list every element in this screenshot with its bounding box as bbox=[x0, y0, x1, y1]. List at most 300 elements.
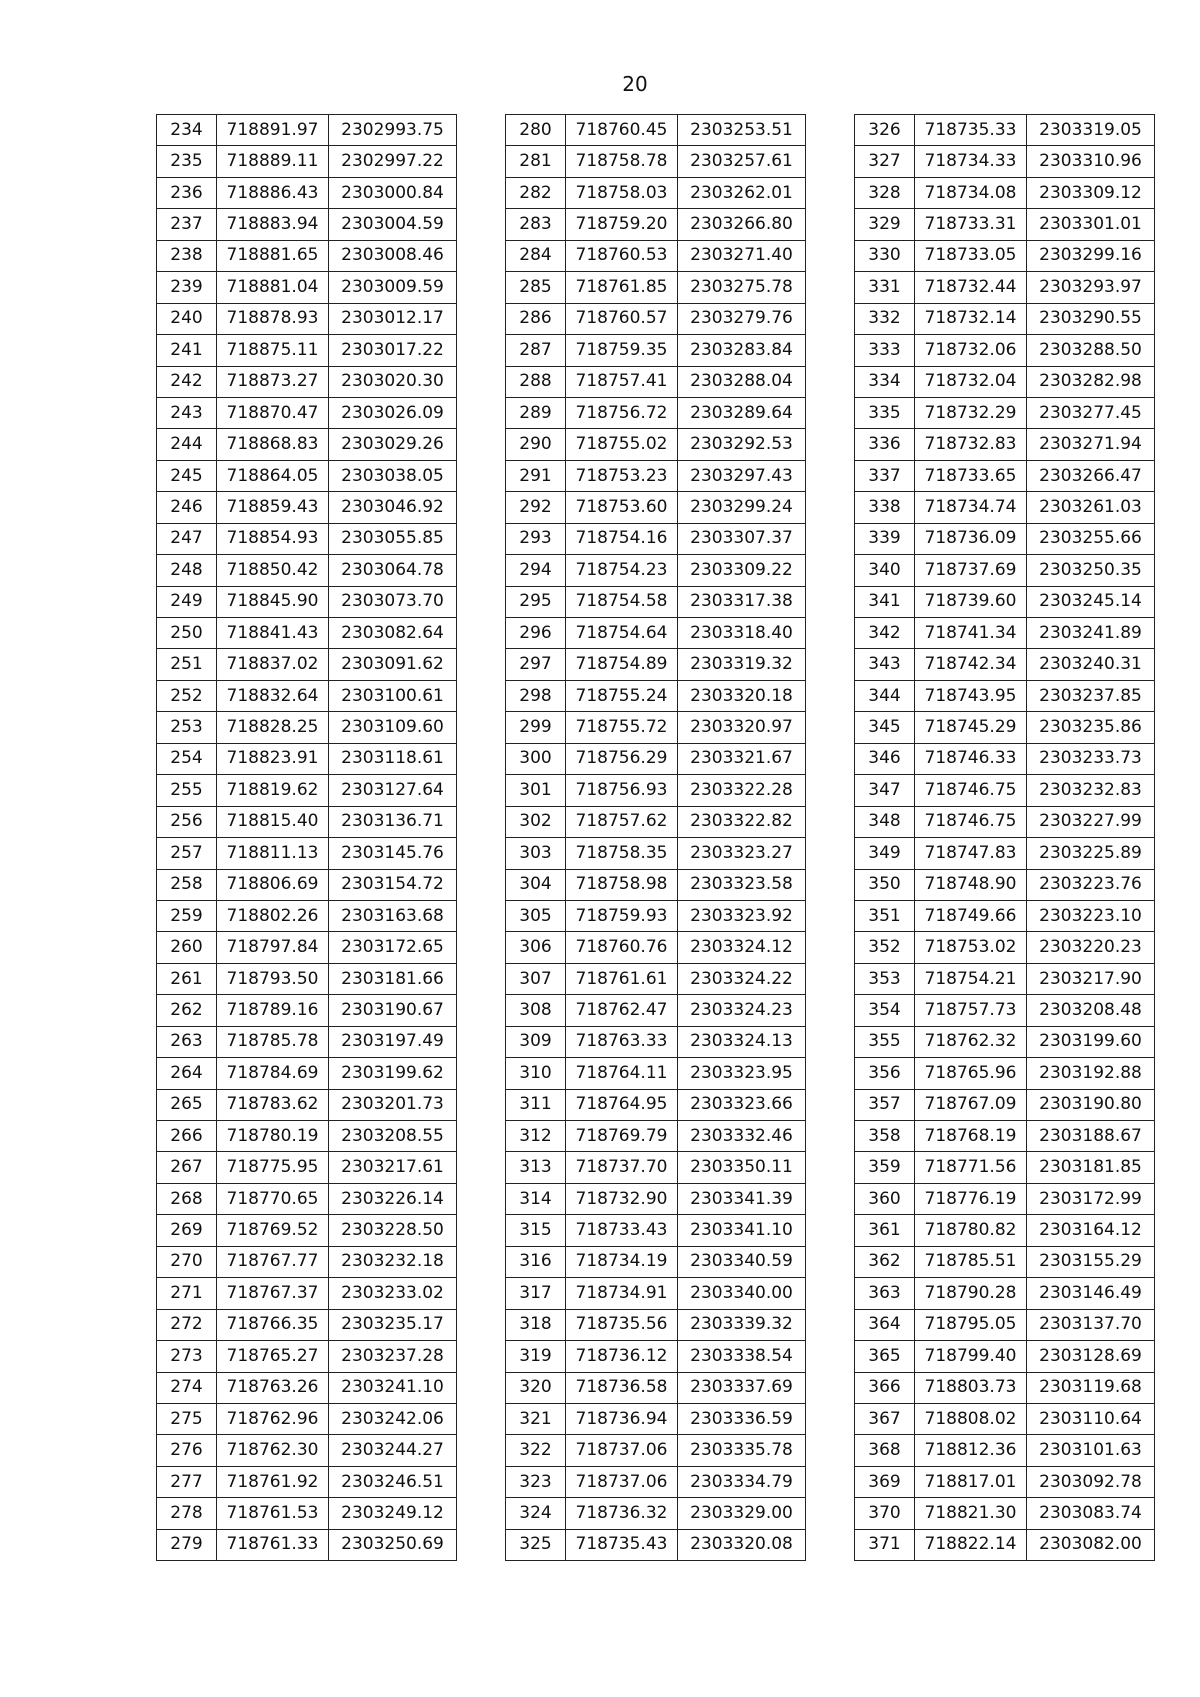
point-number-cell: 338 bbox=[855, 492, 915, 523]
point-number-cell: 255 bbox=[157, 775, 217, 806]
point-number-cell: 272 bbox=[157, 1309, 217, 1340]
point-number-cell: 283 bbox=[506, 209, 566, 240]
table-row bbox=[157, 272, 457, 303]
table-row bbox=[157, 397, 457, 428]
point-number-cell: 307 bbox=[506, 963, 566, 994]
x-coordinate-cell: 718753.02 bbox=[915, 932, 1027, 963]
x-coordinate-cell: 718883.94 bbox=[217, 209, 329, 240]
point-number-cell: 295 bbox=[506, 586, 566, 617]
table-row bbox=[506, 1466, 806, 1497]
y-coordinate-cell: 2303293.97 bbox=[1027, 272, 1155, 303]
x-coordinate-cell: 718764.95 bbox=[566, 1089, 678, 1120]
point-number-cell: 239 bbox=[157, 272, 217, 303]
y-coordinate-cell: 2303299.24 bbox=[678, 492, 806, 523]
y-coordinate-cell: 2303235.17 bbox=[329, 1309, 457, 1340]
point-number-cell: 323 bbox=[506, 1466, 566, 1497]
x-coordinate-cell: 718733.43 bbox=[566, 1215, 678, 1246]
y-coordinate-cell: 2303255.66 bbox=[1027, 523, 1155, 554]
point-number-cell: 337 bbox=[855, 460, 915, 491]
y-coordinate-cell: 2303073.70 bbox=[329, 586, 457, 617]
table-row bbox=[855, 743, 1155, 774]
y-coordinate-cell: 2303317.38 bbox=[678, 586, 806, 617]
x-coordinate-cell: 718868.83 bbox=[217, 429, 329, 460]
y-coordinate-cell: 2303223.76 bbox=[1027, 869, 1155, 900]
x-coordinate-cell: 718735.33 bbox=[915, 115, 1027, 146]
table-row bbox=[157, 177, 457, 208]
table-row bbox=[157, 806, 457, 837]
point-number-cell: 284 bbox=[506, 240, 566, 271]
point-number-cell: 282 bbox=[506, 177, 566, 208]
y-coordinate-cell: 2303262.01 bbox=[678, 177, 806, 208]
table-row bbox=[506, 995, 806, 1026]
y-coordinate-cell: 2303233.02 bbox=[329, 1278, 457, 1309]
x-coordinate-cell: 718761.92 bbox=[217, 1466, 329, 1497]
y-coordinate-cell: 2303155.29 bbox=[1027, 1246, 1155, 1277]
point-number-cell: 311 bbox=[506, 1089, 566, 1120]
table-row bbox=[855, 523, 1155, 554]
point-number-cell: 369 bbox=[855, 1466, 915, 1497]
table-row bbox=[157, 1435, 457, 1466]
table-row bbox=[157, 1058, 457, 1089]
y-coordinate-cell: 2303271.94 bbox=[1027, 429, 1155, 460]
table-row bbox=[855, 1341, 1155, 1372]
x-coordinate-cell: 718769.52 bbox=[217, 1215, 329, 1246]
y-coordinate-cell: 2303341.10 bbox=[678, 1215, 806, 1246]
point-number-cell: 351 bbox=[855, 900, 915, 931]
table-row bbox=[506, 1372, 806, 1403]
table-row bbox=[855, 995, 1155, 1026]
table-row bbox=[506, 1121, 806, 1152]
table-row bbox=[855, 838, 1155, 869]
y-coordinate-cell: 2303319.32 bbox=[678, 649, 806, 680]
x-coordinate-cell: 718746.75 bbox=[915, 775, 1027, 806]
table-row bbox=[506, 838, 806, 869]
point-number-cell: 246 bbox=[157, 492, 217, 523]
point-number-cell: 280 bbox=[506, 115, 566, 146]
table-row bbox=[855, 586, 1155, 617]
point-number-cell: 321 bbox=[506, 1403, 566, 1434]
table-row bbox=[157, 712, 457, 743]
x-coordinate-cell: 718875.11 bbox=[217, 335, 329, 366]
point-number-cell: 350 bbox=[855, 869, 915, 900]
point-number-cell: 234 bbox=[157, 115, 217, 146]
point-number-cell: 235 bbox=[157, 146, 217, 177]
coordinate-table-1 bbox=[156, 114, 457, 1561]
x-coordinate-cell: 718760.45 bbox=[566, 115, 678, 146]
table-row bbox=[506, 1026, 806, 1057]
x-coordinate-cell: 718758.03 bbox=[566, 177, 678, 208]
x-coordinate-cell: 718841.43 bbox=[217, 618, 329, 649]
x-coordinate-cell: 718780.82 bbox=[915, 1215, 1027, 1246]
y-coordinate-cell: 2303323.58 bbox=[678, 869, 806, 900]
coordinate-table-2 bbox=[505, 114, 806, 1561]
x-coordinate-cell: 718765.27 bbox=[217, 1341, 329, 1372]
point-number-cell: 299 bbox=[506, 712, 566, 743]
table-row bbox=[506, 1341, 806, 1372]
point-number-cell: 343 bbox=[855, 649, 915, 680]
point-number-cell: 249 bbox=[157, 586, 217, 617]
y-coordinate-cell: 2303246.51 bbox=[329, 1466, 457, 1497]
table-row bbox=[855, 429, 1155, 460]
table-row bbox=[855, 1246, 1155, 1277]
x-coordinate-cell: 718757.73 bbox=[915, 995, 1027, 1026]
x-coordinate-cell: 718859.43 bbox=[217, 492, 329, 523]
y-coordinate-cell: 2303323.27 bbox=[678, 838, 806, 869]
table-row bbox=[157, 335, 457, 366]
table-row bbox=[157, 1309, 457, 1340]
table-row bbox=[157, 869, 457, 900]
table-row bbox=[157, 240, 457, 271]
table-row bbox=[855, 649, 1155, 680]
point-number-cell: 267 bbox=[157, 1152, 217, 1183]
y-coordinate-cell: 2303324.13 bbox=[678, 1026, 806, 1057]
point-number-cell: 353 bbox=[855, 963, 915, 994]
y-coordinate-cell: 2303137.70 bbox=[1027, 1309, 1155, 1340]
x-coordinate-cell: 718767.09 bbox=[915, 1089, 1027, 1120]
x-coordinate-cell: 718762.96 bbox=[217, 1403, 329, 1434]
x-coordinate-cell: 718760.53 bbox=[566, 240, 678, 271]
y-coordinate-cell: 2303227.99 bbox=[1027, 806, 1155, 837]
table-row bbox=[855, 1026, 1155, 1057]
coordinate-table-3 bbox=[854, 114, 1155, 1561]
point-number-cell: 258 bbox=[157, 869, 217, 900]
y-coordinate-cell: 2303350.11 bbox=[678, 1152, 806, 1183]
x-coordinate-cell: 718764.11 bbox=[566, 1058, 678, 1089]
table-row bbox=[855, 555, 1155, 586]
x-coordinate-cell: 718753.60 bbox=[566, 492, 678, 523]
y-coordinate-cell: 2303082.00 bbox=[1027, 1529, 1155, 1560]
point-number-cell: 285 bbox=[506, 272, 566, 303]
x-coordinate-cell: 718742.34 bbox=[915, 649, 1027, 680]
point-number-cell: 357 bbox=[855, 1089, 915, 1120]
x-coordinate-cell: 718886.43 bbox=[217, 177, 329, 208]
point-number-cell: 312 bbox=[506, 1121, 566, 1152]
point-number-cell: 263 bbox=[157, 1026, 217, 1057]
point-number-cell: 257 bbox=[157, 838, 217, 869]
point-number-cell: 333 bbox=[855, 335, 915, 366]
table-row bbox=[855, 1152, 1155, 1183]
x-coordinate-cell: 718761.85 bbox=[566, 272, 678, 303]
table-row bbox=[506, 1498, 806, 1529]
x-coordinate-cell: 718734.74 bbox=[915, 492, 1027, 523]
y-coordinate-cell: 2303341.39 bbox=[678, 1183, 806, 1214]
point-number-cell: 245 bbox=[157, 460, 217, 491]
x-coordinate-cell: 718759.20 bbox=[566, 209, 678, 240]
y-coordinate-cell: 2303266.47 bbox=[1027, 460, 1155, 491]
table-row bbox=[855, 240, 1155, 271]
x-coordinate-cell: 718743.95 bbox=[915, 680, 1027, 711]
table-row bbox=[506, 397, 806, 428]
point-number-cell: 352 bbox=[855, 932, 915, 963]
point-number-cell: 355 bbox=[855, 1026, 915, 1057]
x-coordinate-cell: 718870.47 bbox=[217, 397, 329, 428]
table-row bbox=[157, 146, 457, 177]
x-coordinate-cell: 718758.98 bbox=[566, 869, 678, 900]
point-number-cell: 237 bbox=[157, 209, 217, 240]
x-coordinate-cell: 718783.62 bbox=[217, 1089, 329, 1120]
point-number-cell: 266 bbox=[157, 1121, 217, 1152]
point-number-cell: 240 bbox=[157, 303, 217, 334]
y-coordinate-cell: 2303339.32 bbox=[678, 1309, 806, 1340]
y-coordinate-cell: 2303277.45 bbox=[1027, 397, 1155, 428]
point-number-cell: 277 bbox=[157, 1466, 217, 1497]
y-coordinate-cell: 2303197.49 bbox=[329, 1026, 457, 1057]
point-number-cell: 288 bbox=[506, 366, 566, 397]
y-coordinate-cell: 2303100.61 bbox=[329, 680, 457, 711]
y-coordinate-cell: 2303271.40 bbox=[678, 240, 806, 271]
point-number-cell: 319 bbox=[506, 1341, 566, 1372]
point-number-cell: 370 bbox=[855, 1498, 915, 1529]
point-number-cell: 361 bbox=[855, 1215, 915, 1246]
x-coordinate-cell: 718746.33 bbox=[915, 743, 1027, 774]
y-coordinate-cell: 2303297.43 bbox=[678, 460, 806, 491]
y-coordinate-cell: 2303320.18 bbox=[678, 680, 806, 711]
x-coordinate-cell: 718763.33 bbox=[566, 1026, 678, 1057]
point-number-cell: 331 bbox=[855, 272, 915, 303]
table-row bbox=[506, 775, 806, 806]
y-coordinate-cell: 2303164.12 bbox=[1027, 1215, 1155, 1246]
point-number-cell: 347 bbox=[855, 775, 915, 806]
y-coordinate-cell: 2303309.22 bbox=[678, 555, 806, 586]
table-row bbox=[157, 1246, 457, 1277]
y-coordinate-cell: 2303288.50 bbox=[1027, 335, 1155, 366]
x-coordinate-cell: 718732.04 bbox=[915, 366, 1027, 397]
y-coordinate-cell: 2303223.10 bbox=[1027, 900, 1155, 931]
y-coordinate-cell: 2303261.03 bbox=[1027, 492, 1155, 523]
point-number-cell: 316 bbox=[506, 1246, 566, 1277]
y-coordinate-cell: 2303279.76 bbox=[678, 303, 806, 334]
x-coordinate-cell: 718756.72 bbox=[566, 397, 678, 428]
y-coordinate-cell: 2303322.82 bbox=[678, 806, 806, 837]
table-row bbox=[506, 429, 806, 460]
y-coordinate-cell: 2303307.37 bbox=[678, 523, 806, 554]
table-row bbox=[157, 1089, 457, 1120]
y-coordinate-cell: 2303181.66 bbox=[329, 963, 457, 994]
table-row bbox=[157, 586, 457, 617]
point-number-cell: 303 bbox=[506, 838, 566, 869]
y-coordinate-cell: 2303237.85 bbox=[1027, 680, 1155, 711]
x-coordinate-cell: 718732.90 bbox=[566, 1183, 678, 1214]
x-coordinate-cell: 718756.29 bbox=[566, 743, 678, 774]
table-row bbox=[855, 177, 1155, 208]
point-number-cell: 270 bbox=[157, 1246, 217, 1277]
x-coordinate-cell: 718785.78 bbox=[217, 1026, 329, 1057]
y-coordinate-cell: 2303091.62 bbox=[329, 649, 457, 680]
table-row bbox=[157, 1152, 457, 1183]
table-row bbox=[157, 1498, 457, 1529]
point-number-cell: 242 bbox=[157, 366, 217, 397]
x-coordinate-cell: 718832.64 bbox=[217, 680, 329, 711]
point-number-cell: 363 bbox=[855, 1278, 915, 1309]
point-number-cell: 294 bbox=[506, 555, 566, 586]
table-row bbox=[855, 1058, 1155, 1089]
y-coordinate-cell: 2303288.04 bbox=[678, 366, 806, 397]
y-coordinate-cell: 2303163.68 bbox=[329, 900, 457, 931]
table-row bbox=[157, 303, 457, 334]
x-coordinate-cell: 718733.65 bbox=[915, 460, 1027, 491]
x-coordinate-cell: 718737.06 bbox=[566, 1466, 678, 1497]
point-number-cell: 366 bbox=[855, 1372, 915, 1403]
x-coordinate-cell: 718758.78 bbox=[566, 146, 678, 177]
point-number-cell: 318 bbox=[506, 1309, 566, 1340]
x-coordinate-cell: 718761.61 bbox=[566, 963, 678, 994]
table-row bbox=[157, 1215, 457, 1246]
y-coordinate-cell: 2303217.61 bbox=[329, 1152, 457, 1183]
table-row bbox=[157, 366, 457, 397]
point-number-cell: 315 bbox=[506, 1215, 566, 1246]
table-row bbox=[855, 1309, 1155, 1340]
y-coordinate-cell: 2303292.53 bbox=[678, 429, 806, 460]
table-row bbox=[506, 1152, 806, 1183]
point-number-cell: 364 bbox=[855, 1309, 915, 1340]
y-coordinate-cell: 2303208.48 bbox=[1027, 995, 1155, 1026]
x-coordinate-cell: 718759.93 bbox=[566, 900, 678, 931]
x-coordinate-cell: 718739.60 bbox=[915, 586, 1027, 617]
point-number-cell: 310 bbox=[506, 1058, 566, 1089]
point-number-cell: 304 bbox=[506, 869, 566, 900]
table-row bbox=[855, 775, 1155, 806]
x-coordinate-cell: 718749.66 bbox=[915, 900, 1027, 931]
x-coordinate-cell: 718815.40 bbox=[217, 806, 329, 837]
point-number-cell: 250 bbox=[157, 618, 217, 649]
y-coordinate-cell: 2303336.59 bbox=[678, 1403, 806, 1434]
table-row bbox=[157, 1341, 457, 1372]
point-number-cell: 278 bbox=[157, 1498, 217, 1529]
table-row bbox=[506, 1058, 806, 1089]
x-coordinate-cell: 718770.65 bbox=[217, 1183, 329, 1214]
x-coordinate-cell: 718806.69 bbox=[217, 869, 329, 900]
table-row bbox=[506, 335, 806, 366]
table-row bbox=[506, 177, 806, 208]
y-coordinate-cell: 2303237.28 bbox=[329, 1341, 457, 1372]
y-coordinate-cell: 2303232.18 bbox=[329, 1246, 457, 1277]
y-coordinate-cell: 2303323.92 bbox=[678, 900, 806, 931]
y-coordinate-cell: 2303319.05 bbox=[1027, 115, 1155, 146]
x-coordinate-cell: 718748.90 bbox=[915, 869, 1027, 900]
point-number-cell: 322 bbox=[506, 1435, 566, 1466]
point-number-cell: 236 bbox=[157, 177, 217, 208]
x-coordinate-cell: 718754.89 bbox=[566, 649, 678, 680]
y-coordinate-cell: 2303318.40 bbox=[678, 618, 806, 649]
x-coordinate-cell: 718808.02 bbox=[915, 1403, 1027, 1434]
x-coordinate-cell: 718762.30 bbox=[217, 1435, 329, 1466]
y-coordinate-cell: 2303146.49 bbox=[1027, 1278, 1155, 1309]
y-coordinate-cell: 2303145.76 bbox=[329, 838, 457, 869]
y-coordinate-cell: 2303322.28 bbox=[678, 775, 806, 806]
y-coordinate-cell: 2303064.78 bbox=[329, 555, 457, 586]
table-row bbox=[855, 680, 1155, 711]
x-coordinate-cell: 718746.75 bbox=[915, 806, 1027, 837]
table-row bbox=[157, 1183, 457, 1214]
table-row bbox=[157, 963, 457, 994]
y-coordinate-cell: 2302997.22 bbox=[329, 146, 457, 177]
point-number-cell: 290 bbox=[506, 429, 566, 460]
point-number-cell: 296 bbox=[506, 618, 566, 649]
x-coordinate-cell: 718754.21 bbox=[915, 963, 1027, 994]
x-coordinate-cell: 718737.69 bbox=[915, 555, 1027, 586]
point-number-cell: 273 bbox=[157, 1341, 217, 1372]
table-row bbox=[855, 115, 1155, 146]
point-number-cell: 261 bbox=[157, 963, 217, 994]
table-row bbox=[157, 1372, 457, 1403]
table-row bbox=[855, 1121, 1155, 1152]
table-row bbox=[855, 806, 1155, 837]
point-number-cell: 268 bbox=[157, 1183, 217, 1214]
x-coordinate-cell: 718760.76 bbox=[566, 932, 678, 963]
table-row bbox=[855, 303, 1155, 334]
table-row bbox=[506, 712, 806, 743]
table-row bbox=[506, 1278, 806, 1309]
y-coordinate-cell: 2303190.80 bbox=[1027, 1089, 1155, 1120]
table-row bbox=[855, 869, 1155, 900]
table-row bbox=[506, 272, 806, 303]
point-number-cell: 262 bbox=[157, 995, 217, 1026]
x-coordinate-cell: 718765.96 bbox=[915, 1058, 1027, 1089]
y-coordinate-cell: 2303192.88 bbox=[1027, 1058, 1155, 1089]
table-row bbox=[506, 586, 806, 617]
table-row bbox=[855, 1372, 1155, 1403]
y-coordinate-cell: 2303055.85 bbox=[329, 523, 457, 554]
point-number-cell: 305 bbox=[506, 900, 566, 931]
point-number-cell: 348 bbox=[855, 806, 915, 837]
table-row bbox=[855, 492, 1155, 523]
y-coordinate-cell: 2303289.64 bbox=[678, 397, 806, 428]
x-coordinate-cell: 718776.19 bbox=[915, 1183, 1027, 1214]
y-coordinate-cell: 2303004.59 bbox=[329, 209, 457, 240]
y-coordinate-cell: 2303266.80 bbox=[678, 209, 806, 240]
x-coordinate-cell: 718891.97 bbox=[217, 115, 329, 146]
point-number-cell: 306 bbox=[506, 932, 566, 963]
x-coordinate-cell: 718768.19 bbox=[915, 1121, 1027, 1152]
x-coordinate-cell: 718758.35 bbox=[566, 838, 678, 869]
table-row bbox=[506, 240, 806, 271]
table-row bbox=[157, 649, 457, 680]
table-row bbox=[855, 397, 1155, 428]
y-coordinate-cell: 2303136.71 bbox=[329, 806, 457, 837]
table-row bbox=[157, 1529, 457, 1560]
y-coordinate-cell: 2303245.14 bbox=[1027, 586, 1155, 617]
x-coordinate-cell: 718811.13 bbox=[217, 838, 329, 869]
point-number-cell: 265 bbox=[157, 1089, 217, 1120]
table-row bbox=[506, 555, 806, 586]
x-coordinate-cell: 718795.05 bbox=[915, 1309, 1027, 1340]
x-coordinate-cell: 718881.65 bbox=[217, 240, 329, 271]
point-number-cell: 241 bbox=[157, 335, 217, 366]
x-coordinate-cell: 718759.35 bbox=[566, 335, 678, 366]
x-coordinate-cell: 718762.32 bbox=[915, 1026, 1027, 1057]
y-coordinate-cell: 2303020.30 bbox=[329, 366, 457, 397]
table-row bbox=[157, 555, 457, 586]
y-coordinate-cell: 2303283.84 bbox=[678, 335, 806, 366]
table-row bbox=[157, 492, 457, 523]
y-coordinate-cell: 2303009.59 bbox=[329, 272, 457, 303]
y-coordinate-cell: 2303329.00 bbox=[678, 1498, 806, 1529]
y-coordinate-cell: 2303321.67 bbox=[678, 743, 806, 774]
y-coordinate-cell: 2303335.78 bbox=[678, 1435, 806, 1466]
point-number-cell: 349 bbox=[855, 838, 915, 869]
table-row bbox=[506, 1435, 806, 1466]
table-row bbox=[506, 146, 806, 177]
y-coordinate-cell: 2303208.55 bbox=[329, 1121, 457, 1152]
x-coordinate-cell: 718732.83 bbox=[915, 429, 1027, 460]
table-row bbox=[855, 366, 1155, 397]
y-coordinate-cell: 2303299.16 bbox=[1027, 240, 1155, 271]
x-coordinate-cell: 718736.94 bbox=[566, 1403, 678, 1434]
x-coordinate-cell: 718828.25 bbox=[217, 712, 329, 743]
point-number-cell: 329 bbox=[855, 209, 915, 240]
y-coordinate-cell: 2303012.17 bbox=[329, 303, 457, 334]
table-row bbox=[855, 900, 1155, 931]
